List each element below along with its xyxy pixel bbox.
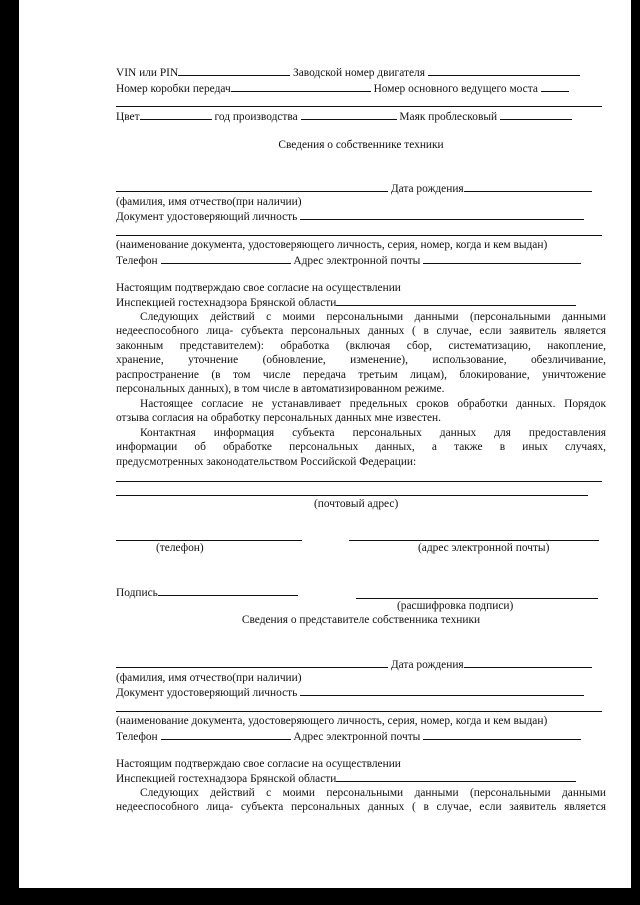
signature-label: Подпись (116, 587, 158, 599)
color-label: Цвет (116, 111, 140, 123)
gearbox-label: Номер коробки передач (116, 83, 231, 95)
scan-page-gap (19, 882, 631, 888)
owner-dob-field[interactable] (464, 181, 592, 192)
gearbox-field[interactable] (231, 81, 371, 92)
consent-organization-field[interactable] (336, 295, 576, 306)
owner-phone-label: Телефон (116, 255, 158, 267)
rep-dob-field[interactable] (464, 657, 592, 668)
consent-p3-line-2: информации об обработке персональных данных, а также в иных случаях, (116, 441, 606, 453)
signature-field[interactable] (158, 585, 298, 596)
rep-consent-p1-line-1: Следующих действий с моими персональными данными (персональными данными (140, 787, 606, 799)
representative-heading: Сведения о представителе собственника техники (241, 614, 481, 626)
rep-consent-intro-2: Инспекцией гостехнадзора Брянской области (116, 773, 337, 785)
owner-dob-label: Дата рождения (390, 183, 464, 195)
rep-id-field[interactable] (300, 685, 584, 696)
consent-p1-line-1: Следующих действий с моими персональными данными (персональными данными (140, 311, 606, 323)
color-field[interactable] (140, 109, 212, 120)
consent-p3-line-1: Контактная информация субъекта персональных данных для предоставления (140, 427, 606, 439)
owner-contacts-row (116, 253, 606, 268)
owner-phone-field[interactable] (161, 253, 291, 264)
owner-fio-hint: (фамилия, имя отчество(при наличии) (116, 196, 302, 208)
rep-id-label: Документ удостоверяющий личность (116, 687, 298, 699)
beacon-label: Маяк проблесковый (399, 111, 498, 123)
rep-phone-label: Телефон (116, 731, 158, 743)
consent-intro-2: Инспекцией гостехнадзора Брянской области (116, 297, 337, 309)
consent-p2-line-2: отзыва согласия на обработку персональных данных мне известен. (116, 412, 441, 424)
rep-fio-row (116, 657, 606, 672)
owner-heading: Сведения о собственнике техники (278, 139, 444, 151)
consent-email-hint: (адрес электронной почты) (418, 542, 550, 554)
rep-consent-intro-2-row (116, 771, 606, 786)
consent-p1-line-2: недееспособного лица- субъекта персональных данных ( в случае, если заявитель является (116, 325, 606, 337)
consent-p1-line-3: законным представителем): обработка (включая сбор, систематизацию, накопление, (116, 340, 606, 352)
rep-fio-hint: (фамилия, имя отчество(при наличии) (116, 672, 302, 684)
owner-email-label: Адрес электронной почты (293, 255, 421, 267)
owner-fio-field[interactable] (116, 181, 388, 192)
scan-left-border (0, 0, 19, 905)
engine-field[interactable] (428, 65, 580, 76)
engine-label: Заводской номер двигателя (293, 67, 425, 79)
rep-email-label: Адрес электронной почты (293, 731, 421, 743)
consent-p1-line-4: хранение, уточнение (обновление, изменение), использование, обезличивание, (116, 354, 606, 366)
owner-id-label: Документ удостоверяющий личность (116, 211, 298, 223)
rep-id-row (116, 685, 606, 700)
postal-address-hint: (почтовый адрес) (314, 498, 399, 510)
rep-id-hint: (наименование документа, удостоверяющего личность, серия, номер, когда и кем выдан) (116, 715, 548, 727)
owner-id-line-2[interactable] (116, 235, 602, 236)
consent-p2-line-1: Настоящее согласие не устанавливает предельных сроков обработки данных. Порядок (140, 398, 606, 410)
consent-p1-line-5: распространение (в том числе передача третьим лицам), блокирование, уничтожение (116, 369, 606, 381)
consent-phone-hint: (телефон) (156, 542, 204, 554)
vin-field[interactable] (178, 65, 290, 76)
rep-email-field[interactable] (423, 729, 581, 740)
signature-decoding-hint: (расшифровка подписи) (397, 600, 514, 612)
rep-consent-p1-line-2: недееспособного лица- субъекта персональных данных ( в случае, если заявитель является (116, 801, 606, 813)
consent-p1-line-6: персональных данных), в том числе в автоматизированном режиме. (116, 383, 445, 395)
owner-id-hint: (наименование документа, удостоверяющего личность, серия, номер, когда и кем выдан) (116, 239, 548, 251)
axle-field[interactable] (541, 81, 569, 92)
postal-address-line-2[interactable] (116, 495, 588, 496)
owner-email-field[interactable] (423, 253, 581, 264)
beacon-field[interactable] (500, 109, 572, 120)
owner-id-field[interactable] (300, 209, 584, 220)
axle-label: Номер основного ведущего моста (373, 83, 538, 95)
vin-label: VIN или PIN (116, 67, 179, 79)
rep-consent-organization-field[interactable] (336, 771, 576, 782)
owner-fio-row (116, 181, 606, 196)
gearbox-axle-row (116, 81, 606, 96)
consent-intro-1: Настоящим подтверждаю свое согласие на осуществлении (116, 282, 401, 294)
consent-phone-line[interactable] (116, 540, 302, 541)
rep-id-line-2[interactable] (116, 711, 602, 712)
rep-fio-field[interactable] (116, 657, 388, 668)
color-year-beacon-row (116, 109, 606, 124)
year-label: год производства (214, 111, 298, 123)
scan-right-border (631, 0, 640, 905)
postal-address-line-1[interactable] (116, 481, 602, 482)
consent-p3-line-3: предусмотренных законодательством Российской Федерации: (116, 456, 417, 468)
rep-dob-label: Дата рождения (390, 659, 464, 671)
rep-contacts-row (116, 729, 606, 744)
rep-consent-intro-1: Настоящим подтверждаю свое согласие на осуществлении (116, 758, 401, 770)
year-field[interactable] (301, 109, 397, 120)
consent-intro-2-row (116, 295, 606, 310)
owner-id-row (116, 209, 606, 224)
scan-bottom-border (0, 888, 640, 905)
vin-engine-row (116, 65, 606, 80)
rep-phone-field[interactable] (161, 729, 291, 740)
vehicle-extra-line[interactable] (116, 106, 602, 107)
